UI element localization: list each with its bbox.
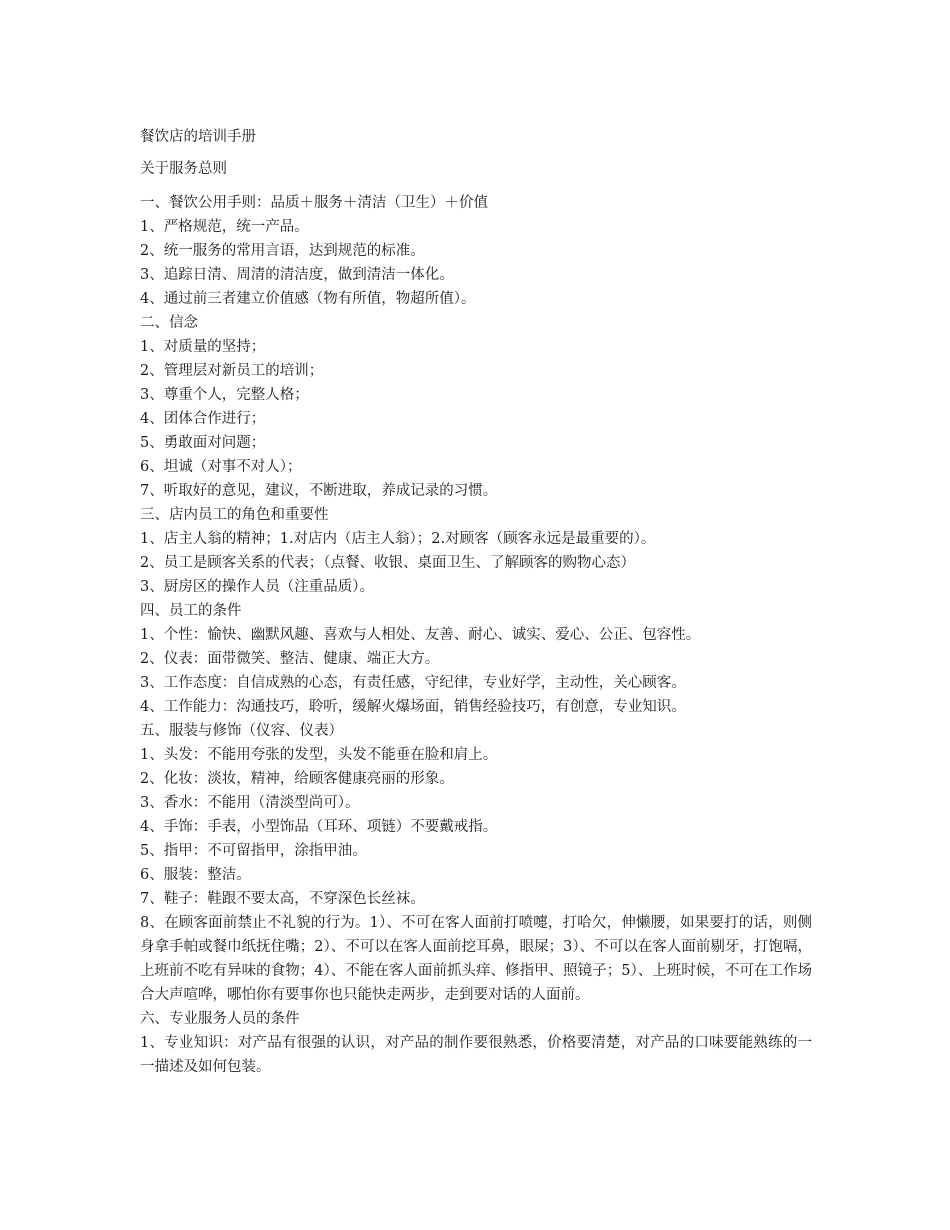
list-item: 2、仪表：面带微笑、整洁、健康、端正大方。 xyxy=(140,651,440,667)
list-item: 4、团体合作进行； xyxy=(140,411,266,427)
list-item: 3、工作态度：自信成熟的心态，有责任感，守纪律，专业好学，主动性，关心顾客。 xyxy=(140,675,686,691)
list-item: 7、鞋子：鞋跟不要太高，不穿深色长丝袜。 xyxy=(140,891,425,907)
document-title: 餐饮店的培训手册 xyxy=(140,129,256,145)
list-item: 2、化妆：淡妆，精神，给顾客健康亮丽的形象。 xyxy=(140,771,454,787)
list-item: 6、服装：整洁。 xyxy=(140,867,251,883)
list-item: 2、员工是顾客关系的代表；（点餐、收银、桌面卫生、了解顾客的购物心态） xyxy=(140,555,635,571)
section-heading: 五、服装与修饰（仪容、仪表） xyxy=(140,723,343,739)
list-item: 3、尊重个人，完整人格； xyxy=(140,387,309,403)
list-item: 5、指甲：不可留指甲，涂指甲油。 xyxy=(140,843,367,859)
list-item: 1、个性：愉快、幽默风趣、喜欢与人相处、友善、耐心、诚实、爱心、公正、包容性。 xyxy=(140,627,701,643)
section-heading: 一、餐饮公用手则：品质＋服务＋清洁（卫生）＋价值 xyxy=(140,195,488,211)
document-body xyxy=(140,191,812,1079)
list-item: 6、坦诚（对事不对人）； xyxy=(140,459,302,475)
list-item: 4、通过前三者建立价值感（物有所值，物超所值）。 xyxy=(140,291,476,307)
section-heading: 三、店内员工的角色和重要性 xyxy=(140,507,329,523)
list-item: 1、头发：不能用夸张的发型，头发不能垂在脸和肩上。 xyxy=(140,747,498,763)
document-page xyxy=(140,125,812,1079)
section-heading: 四、员工的条件 xyxy=(140,603,242,619)
list-item: 4、手饰：手表，小型饰品（耳环、项链）不要戴戒指。 xyxy=(140,819,498,835)
list-item: 2、管理层对新员工的培训； xyxy=(140,363,324,379)
list-item: 1、对质量的坚持； xyxy=(140,339,266,355)
document-subtitle: 关于服务总则 xyxy=(140,161,227,177)
list-item: 1、店主人翁的精神；1.对店内（店主人翁）；2.对顾客（顾客永远是最重要的）。 xyxy=(140,531,656,547)
list-item: 2、统一服务的常用言语，达到规范的标准。 xyxy=(140,243,425,259)
section-heading: 二、信念 xyxy=(140,315,198,331)
list-item: 7、听取好的意见，建议，不断进取，养成记录的习惯。 xyxy=(140,483,498,499)
list-item: 3、香水：不能用（清淡型尚可）。 xyxy=(140,795,360,811)
list-item: 5、勇敢面对问题； xyxy=(140,435,266,451)
list-item: 4、工作能力：沟通技巧，聆听，缓解火爆场面，销售经验技巧，有创意，专业知识。 xyxy=(140,699,686,715)
list-item: 3、追踪日清、周清的清洁度，做到清洁一体化。 xyxy=(140,267,454,283)
section-heading: 六、专业服务人员的条件 xyxy=(140,1011,300,1027)
list-item-paragraph: 1、专业知识：对产品有很强的认识，对产品的制作要很熟悉，价格要清楚，对产品的口味要能熟练的一一描述及如何包装。 xyxy=(140,1035,812,1075)
list-item: 3、厨房区的操作人员（注重品质）。 xyxy=(140,579,374,595)
list-item-paragraph: 8、在顾客面前禁止不礼貌的行为。1）、不可在客人面前打喷嚏，打哈欠，伸懒腰，如果要打的话，则侧身拿手帕或餐巾纸抚住嘴；2）、不可以在客人面前挖耳鼻，眼屎；3）、不可以在客人面前剔牙，打饱嗝，上班前不吃有异味的食物；4）、不能在客人面前抓头痒、修指甲、照镜子；5）、上班时候，不可在工作场合大声喧哗，哪怕你有要事你也只能快走两步，走到要对话的人面前。 xyxy=(140,915,812,1003)
list-item: 1、严格规范，统一产品。 xyxy=(140,219,309,235)
